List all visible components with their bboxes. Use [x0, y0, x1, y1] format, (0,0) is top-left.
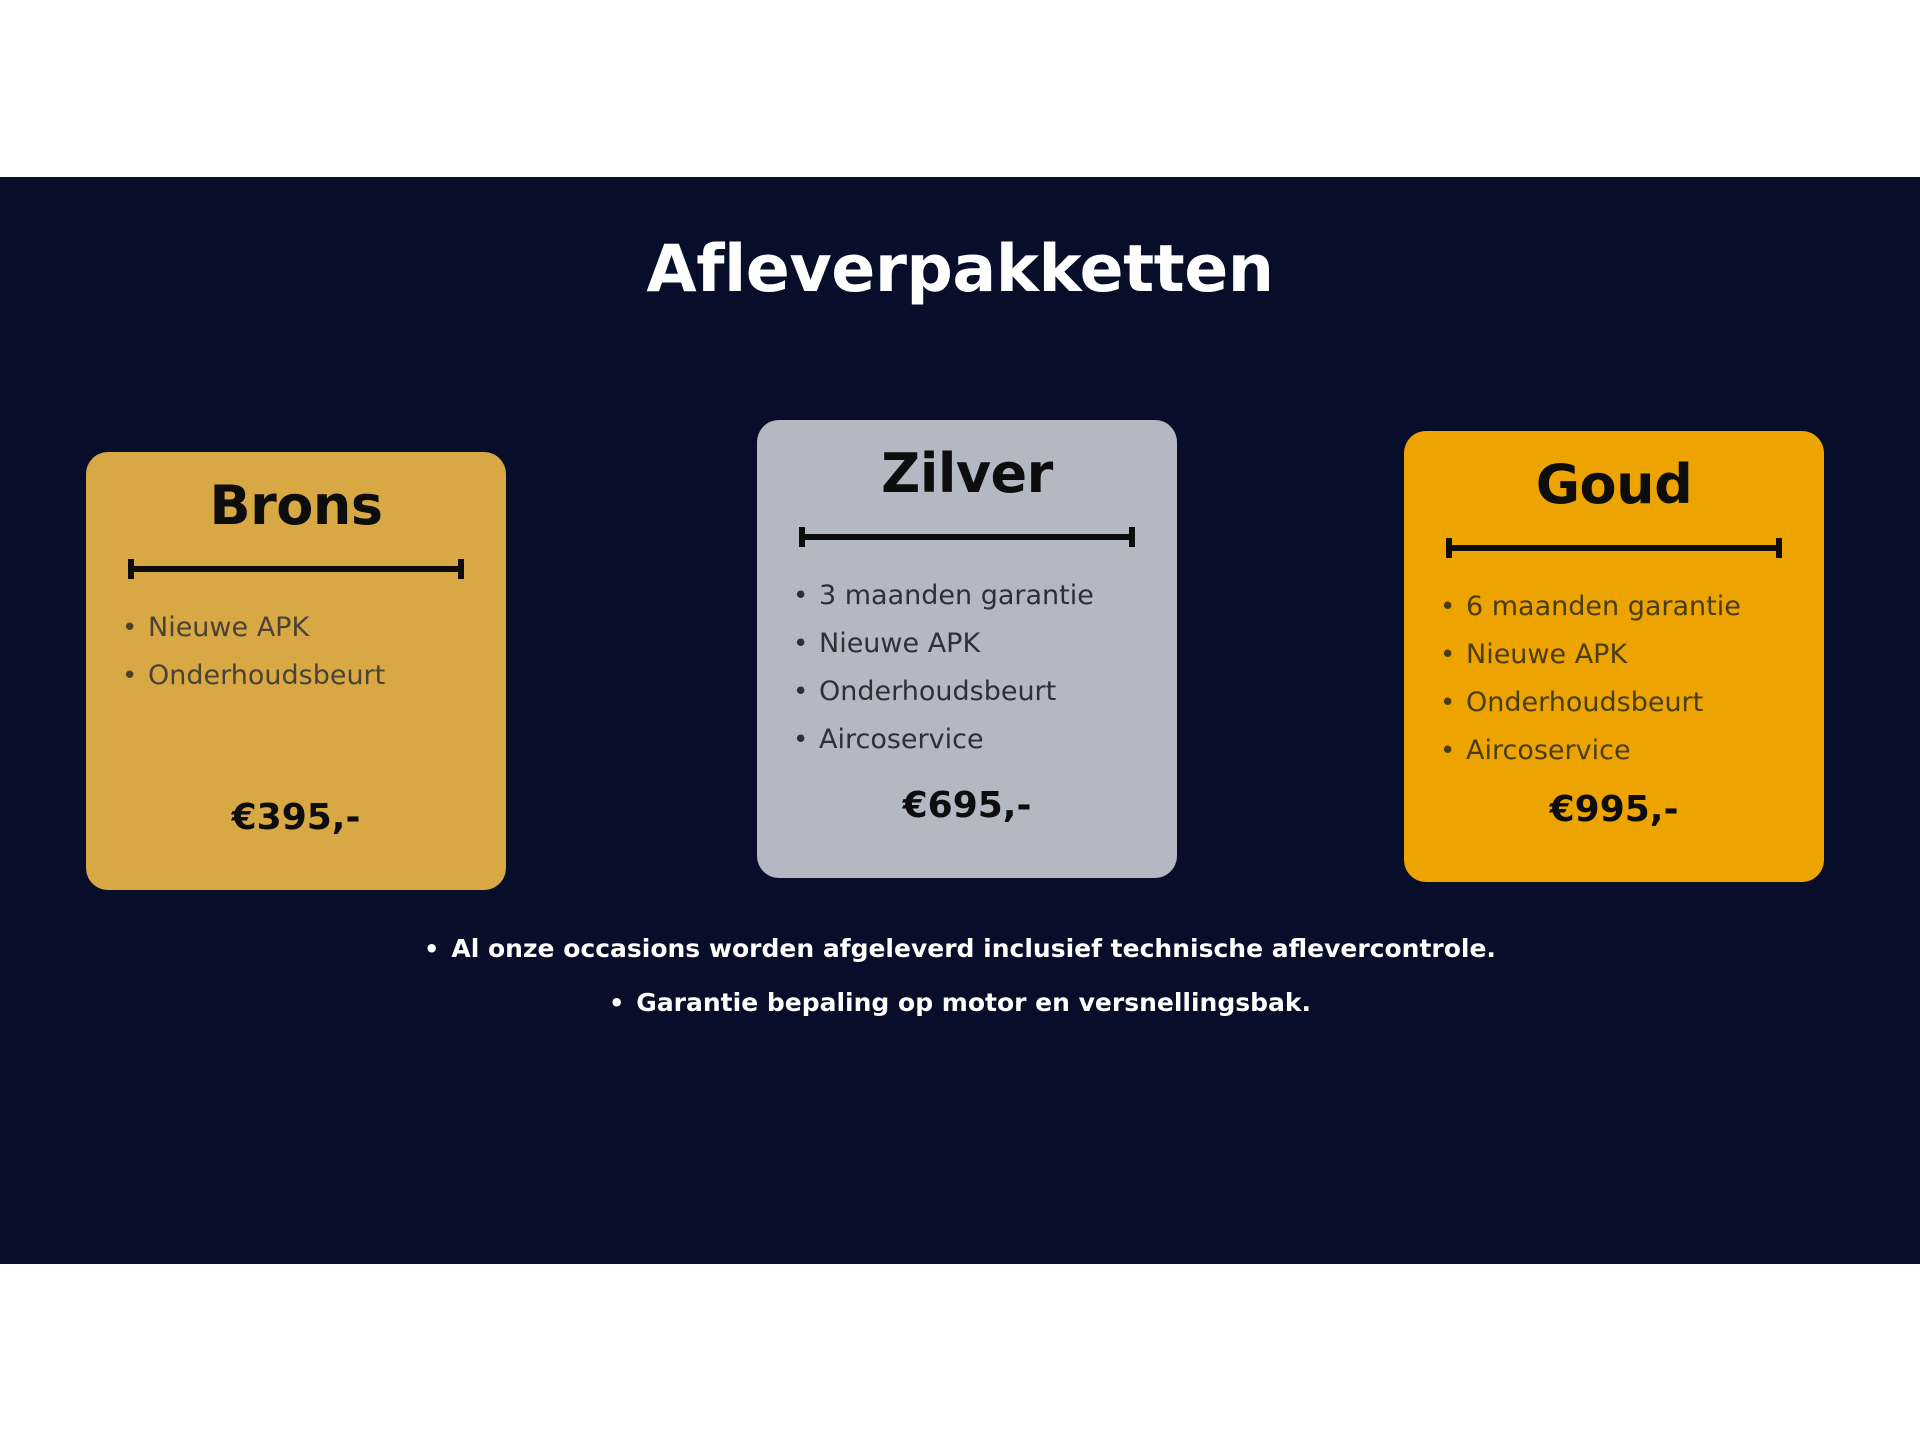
rule-cap-right	[458, 559, 464, 579]
footnote-item	[0, 976, 1920, 1030]
footnote-text: Al onze occasions worden afgeleverd inclusief technische aflevercontrole.	[451, 934, 1496, 963]
package-price: €395,-	[231, 797, 361, 838]
footnote-item	[0, 922, 1920, 976]
package-price: €995,-	[1549, 789, 1679, 830]
list-item: • Nieuwe APK	[819, 620, 1155, 668]
footnote-text: Garantie bepaling op motor en versnellingsbak.	[636, 988, 1312, 1017]
bullet-icon: •	[608, 989, 625, 1017]
list-item: • Aircoservice	[1466, 727, 1802, 775]
list-item: • Nieuwe APK	[1466, 631, 1802, 679]
package-name: Brons	[209, 474, 383, 537]
page-title: Afleverpakketten	[646, 232, 1274, 307]
rule-cap-right	[1776, 538, 1782, 558]
package-card-silver[interactable]	[757, 420, 1177, 878]
package-cards	[0, 420, 1920, 870]
list-item: • Onderhoudsbeurt	[1466, 679, 1802, 727]
feature-list	[1438, 583, 1802, 775]
rule-cap-right	[1129, 527, 1135, 547]
list-item: • Onderhoudsbeurt	[148, 652, 484, 700]
list-item: • 3 maanden garantie	[819, 572, 1155, 620]
list-item: • Aircoservice	[819, 716, 1155, 764]
feature-list	[120, 604, 484, 700]
package-price: €695,-	[902, 785, 1032, 826]
package-name: Zilver	[881, 442, 1053, 505]
divider-rule	[1446, 538, 1782, 558]
feature-list	[791, 572, 1155, 764]
rule-bar	[799, 534, 1135, 540]
rule-bar	[1446, 545, 1782, 551]
list-item: • Nieuwe APK	[148, 604, 484, 652]
slide-canvas	[0, 177, 1920, 1264]
bullet-icon: •	[424, 935, 440, 963]
package-card-bronze[interactable]	[86, 452, 506, 890]
package-card-gold[interactable]	[1404, 431, 1824, 882]
rule-bar	[128, 566, 464, 572]
divider-rule	[128, 559, 464, 579]
list-item: • 6 maanden garantie	[1466, 583, 1802, 631]
footnotes	[0, 922, 1920, 1030]
divider-rule	[799, 527, 1135, 547]
package-name: Goud	[1535, 453, 1693, 516]
list-item: • Onderhoudsbeurt	[819, 668, 1155, 716]
